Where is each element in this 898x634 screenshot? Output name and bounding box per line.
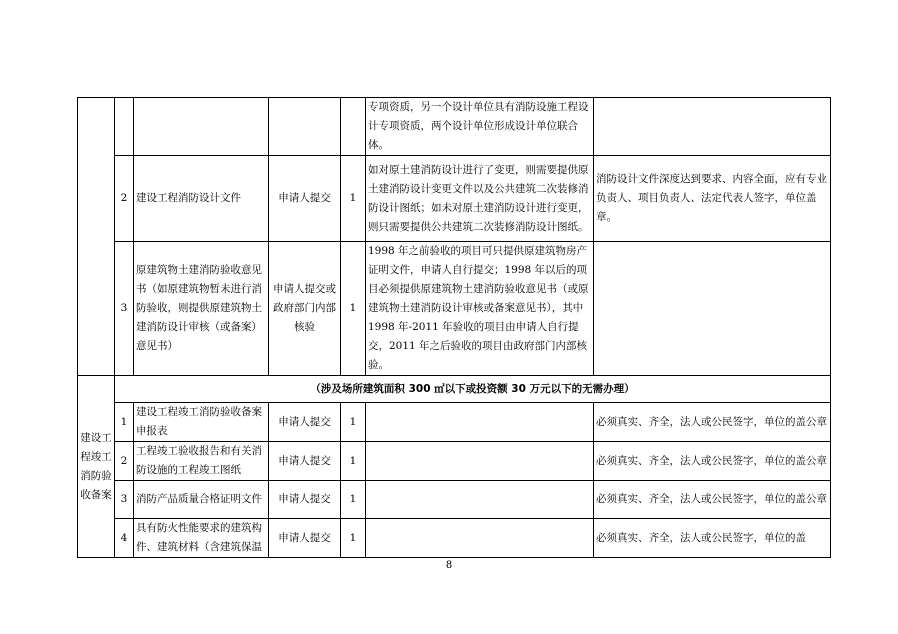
material-note — [366, 442, 594, 481]
copy-count: 1 — [341, 442, 366, 481]
row-number: 1 — [115, 403, 134, 442]
material-note: 如对原土建消防设计进行了变更，则需要提供原土建消防设计变更文件以及公共建筑二次装修消防设计图纸；如未对原土建消防设计进行变更，则只需要提供公共建筑二次装修消防设计图纸。 — [366, 156, 594, 242]
submission-mode: 申请人提交 — [269, 481, 341, 519]
material-requirement — [594, 98, 831, 156]
copy-count: 1 — [341, 519, 366, 558]
material-requirement: 消防设计文件深度达到要求、内容全面，应有专业负责人、项目负责人、法定代表人签字，单位盖章。 — [594, 156, 831, 242]
material-note — [366, 481, 594, 519]
table-row — [78, 98, 831, 156]
page-number: 8 — [445, 560, 453, 571]
copy-count — [341, 98, 366, 156]
material-name: 消防产品质量合格证明文件 — [134, 481, 269, 519]
row-number: 4 — [115, 519, 134, 558]
row-number — [115, 98, 134, 156]
material-name: 工程竣工验收报告和有关消防设施的工程竣工图纸 — [134, 442, 269, 481]
material-requirement: 必须真实、齐全，法人或公民签字，单位的盖公章 — [594, 481, 831, 519]
table-row — [78, 481, 831, 519]
submission-mode: 申请人提交 — [269, 442, 341, 481]
material-name: 具有防火性能要求的建筑构件、建筑材料（含建筑保温 — [134, 519, 269, 558]
row-number: 2 — [115, 442, 134, 481]
table-row — [78, 403, 831, 442]
material-requirement: 必须真实、齐全，法人或公民签字，单位的盖 — [594, 519, 831, 558]
table-row — [78, 156, 831, 242]
submission-mode: 申请人提交或政府部门内部核验 — [269, 242, 341, 376]
submission-mode: 申请人提交 — [269, 403, 341, 442]
copy-count: 1 — [341, 242, 366, 376]
material-requirement — [594, 242, 831, 376]
material-name: 建设工程竣工消防验收备案申报表 — [134, 403, 269, 442]
material-name: 建设工程消防设计文件 — [134, 156, 269, 242]
table-row — [78, 442, 831, 481]
section-heading-row — [78, 376, 831, 403]
material-name — [134, 98, 269, 156]
copy-count: 1 — [341, 403, 366, 442]
material-note: 专项资质，另一个设计单位具有消防设施工程设计专项资质，两个设计单位形成设计单位联合体。 — [366, 98, 594, 156]
submission-mode: 申请人提交 — [269, 156, 341, 242]
material-requirement: 必须真实、齐全，法人或公民签字，单位的盖公章 — [594, 403, 831, 442]
submission-mode — [269, 98, 341, 156]
table-row — [78, 242, 831, 376]
row-number: 2 — [115, 156, 134, 242]
material-note: 1998 年之前验收的项目可只提供原建筑物房产证明文件，申请人自行提交；1998 年以后的项目必须提供原建筑物土建消防验收意见书（或原建筑物土建消防设计审核或备案意见书），其中 1998 年-2011 年验收的项目由申请人自行提交，2011 年之后验收的项目由政府部门内部核验。 — [366, 242, 594, 376]
material-note — [366, 519, 594, 558]
category-label: 建设工程竣工消防验收备案 — [78, 376, 115, 558]
material-requirement: 必须真实、齐全，法人或公民签字，单位的盖公章 — [594, 442, 831, 481]
material-note — [366, 403, 594, 442]
copy-count: 1 — [341, 156, 366, 242]
row-number: 3 — [115, 481, 134, 519]
section-heading: （涉及场所建筑面积 300 ㎡以下或投资额 30 万元以下的无需办理） — [115, 376, 831, 403]
category-cell-empty — [78, 98, 115, 376]
material-name: 原建筑物土建消防验收意见书（如原建筑物暂未进行消防验收，则提供原建筑物土建消防设计审核（或备案）意见书） — [134, 242, 269, 376]
row-number: 3 — [115, 242, 134, 376]
copy-count: 1 — [341, 481, 366, 519]
materials-table — [77, 97, 831, 558]
submission-mode: 申请人提交 — [269, 519, 341, 558]
table-row — [78, 519, 831, 558]
